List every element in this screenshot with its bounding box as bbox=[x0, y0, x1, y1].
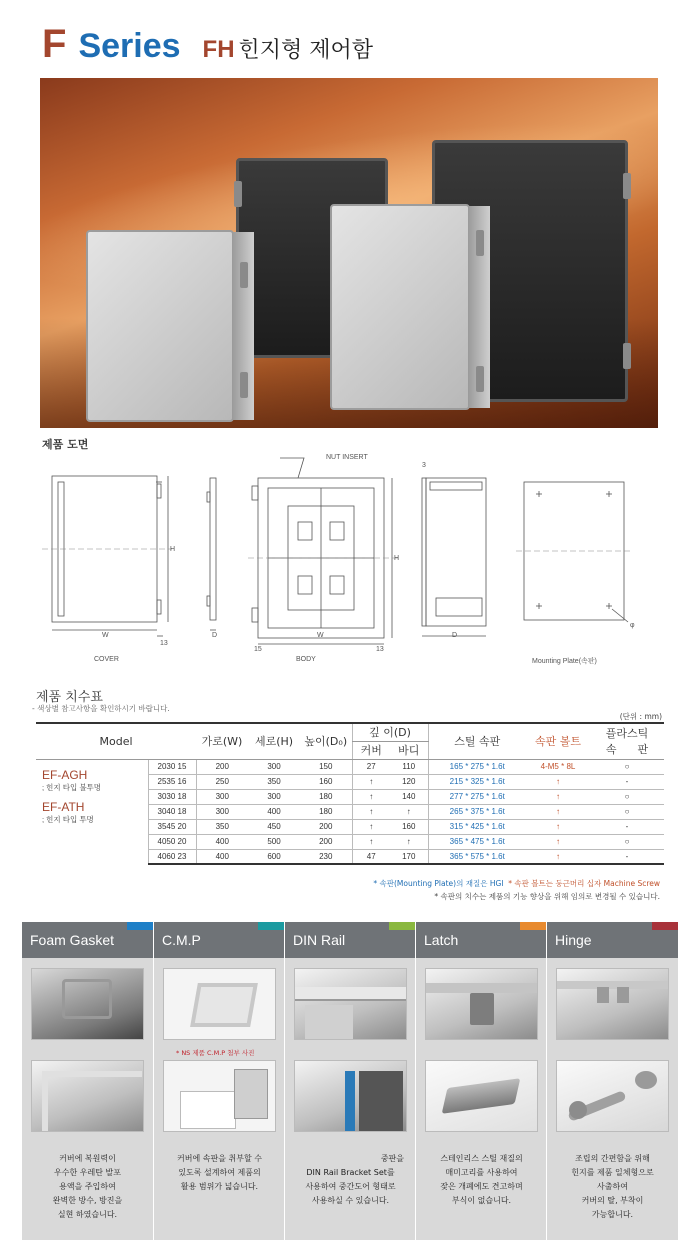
model-group-code: EF-AGH bbox=[42, 767, 88, 782]
product-photo bbox=[40, 78, 658, 428]
body-3-label: 3 bbox=[422, 462, 426, 469]
cell-plastic: ○ bbox=[590, 804, 664, 819]
feature-text-line: 중판을 bbox=[380, 1154, 404, 1163]
cell-plastic: ○ bbox=[590, 789, 664, 804]
latch-photo-2 bbox=[425, 1060, 538, 1132]
hinge-icon bbox=[476, 366, 484, 392]
feature-text-line: 부식이 없습니다. bbox=[451, 1196, 512, 1205]
cover-13-label: 13 bbox=[160, 640, 168, 647]
cell-height: 300 bbox=[248, 789, 300, 804]
cover-h-label: H bbox=[170, 546, 176, 553]
cell-height-d0: 200 bbox=[300, 834, 352, 849]
cover-w-label: W bbox=[102, 632, 109, 639]
body-label: BODY bbox=[296, 656, 316, 663]
feature-name: C.M.P bbox=[162, 932, 201, 948]
col-plastic-plate-line1: 플라스틱 bbox=[605, 727, 649, 741]
nut-insert-label: NUT INSERT bbox=[326, 454, 368, 461]
model-group-code: EF-ATH bbox=[42, 799, 85, 814]
foam-gasket-photo-2 bbox=[31, 1060, 144, 1132]
enclosure-grey-center bbox=[330, 204, 470, 410]
feature-text-line: 매미고리를 사용하여 bbox=[445, 1168, 518, 1177]
table-footnote-1 bbox=[373, 878, 660, 889]
cell-height: 300 bbox=[248, 759, 300, 774]
cell-model: 2030 15 bbox=[148, 759, 196, 774]
cell-height-d0: 200 bbox=[300, 819, 352, 834]
col-plastic-plate bbox=[590, 723, 664, 759]
col-width: 가로(W) bbox=[196, 723, 248, 759]
model-group-cell bbox=[36, 759, 148, 864]
cover-side-outline bbox=[210, 478, 216, 620]
hinge-icon bbox=[240, 262, 248, 288]
size-table bbox=[36, 722, 664, 865]
col-height: 세로(H) bbox=[248, 723, 300, 759]
cell-bolt: ↑ bbox=[526, 849, 590, 864]
cell-cover: 27 bbox=[352, 759, 390, 774]
feature-text-line: 조립의 간편함을 위해 bbox=[575, 1154, 650, 1163]
body-15-label: 15 bbox=[254, 646, 262, 653]
unit-label: (단위 : mm) bbox=[619, 712, 662, 721]
cell-steel: 315 * 425 * 1.6t bbox=[428, 819, 526, 834]
feature-text-line: 사용하여 중간도어 형태로 bbox=[305, 1182, 396, 1191]
din-rail-photo-1 bbox=[294, 968, 407, 1040]
model-group-desc: ; 힌지 타입 불투명 bbox=[42, 782, 102, 792]
table-footnote-2: * 속판의 치수는 제품의 기능 향상을 위해 임의로 변경될 수 있습니다. bbox=[434, 892, 660, 901]
model-group-desc: ; 힌지 타입 투명 bbox=[42, 814, 94, 824]
col-model: Model bbox=[36, 723, 196, 759]
feature-din-rail bbox=[284, 922, 415, 1240]
cell-width: 350 bbox=[196, 819, 248, 834]
cell-steel: 277 * 275 * 1.6t bbox=[428, 789, 526, 804]
hinge-icon bbox=[476, 230, 484, 256]
feature-color-tag bbox=[520, 922, 546, 930]
hinge-icon bbox=[234, 181, 242, 207]
hinge-icon bbox=[623, 343, 631, 369]
size-table-title: 제품 치수표 bbox=[36, 690, 103, 705]
cell-steel: 265 * 375 * 1.6t bbox=[428, 804, 526, 819]
feature-text-line: 스테인리스 스틸 재질의 bbox=[440, 1154, 523, 1163]
cover-d-label: D bbox=[212, 632, 218, 639]
drawing-section-title: 제품 도면 bbox=[42, 438, 89, 451]
cell-steel: 165 * 275 * 1.6t bbox=[428, 759, 526, 774]
technical-drawings bbox=[36, 452, 666, 667]
body-h-label: H bbox=[394, 555, 400, 562]
size-table-note: - 색상별 참고사항을 확인하시기 바랍니다. bbox=[32, 704, 170, 713]
feature-cmp bbox=[153, 922, 284, 1240]
feature-description bbox=[160, 1152, 279, 1194]
feature-text-line: 사용하실 수 있습니다. bbox=[311, 1196, 390, 1205]
product-title: 힌지형 제어함 bbox=[238, 38, 374, 63]
col-steel-plate: 스틸 속판 bbox=[428, 723, 526, 759]
cell-cover: 47 bbox=[352, 849, 390, 864]
cell-width: 250 bbox=[196, 774, 248, 789]
latch-photo-1 bbox=[425, 968, 538, 1040]
body-d-label: D bbox=[452, 632, 458, 639]
cell-model: 4060 23 bbox=[148, 849, 196, 864]
cell-height: 450 bbox=[248, 819, 300, 834]
cmp-photo-1 bbox=[163, 968, 276, 1040]
cell-bolt: ↑ bbox=[526, 789, 590, 804]
cell-cover: ↑ bbox=[352, 774, 390, 789]
table-row bbox=[36, 759, 664, 774]
cell-height: 600 bbox=[248, 849, 300, 864]
col-plastic-plate-line2: 속 판 bbox=[605, 743, 649, 757]
feature-text-line: DIN Rail Bracket Set를 bbox=[306, 1168, 395, 1177]
feature-text-line: 있도록 설계하여 제품의 bbox=[178, 1168, 261, 1177]
footnote-bolt: * 속판 볼트는 둥근머리 십자 Machine Screw bbox=[508, 879, 660, 888]
cell-steel: 215 * 325 * 1.6t bbox=[428, 774, 526, 789]
feature-name: Hinge bbox=[555, 932, 592, 948]
cell-height: 350 bbox=[248, 774, 300, 789]
cmp-photo-note: * NS 제품 C.M.P 첨부 사진 bbox=[176, 1049, 255, 1057]
cell-bolt: ↑ bbox=[526, 774, 590, 789]
cell-bolt: ↑ bbox=[526, 834, 590, 849]
cover-label: COVER bbox=[94, 656, 119, 663]
cell-width: 400 bbox=[196, 834, 248, 849]
cell-height: 500 bbox=[248, 834, 300, 849]
cell-model: 3545 20 bbox=[148, 819, 196, 834]
feature-header bbox=[154, 922, 284, 958]
feature-text-line: 완벽한 방수, 방진을 bbox=[52, 1196, 123, 1205]
feature-text-line: 힌지를 제품 일체형으로 bbox=[571, 1168, 654, 1177]
cell-height-d0: 160 bbox=[300, 774, 352, 789]
col-depth: 깊 이(D) bbox=[352, 723, 428, 741]
feature-name: DIN Rail bbox=[293, 932, 346, 948]
feature-description bbox=[291, 1152, 410, 1208]
feature-name: Foam Gasket bbox=[30, 932, 115, 948]
cell-width: 200 bbox=[196, 759, 248, 774]
feature-header bbox=[547, 922, 678, 958]
feature-color-tag bbox=[127, 922, 153, 930]
cell-model: 3030 18 bbox=[148, 789, 196, 804]
cell-bolt: 4-M5 * 8L bbox=[526, 759, 590, 774]
body-w-label: W bbox=[317, 632, 324, 639]
cell-height-d0: 150 bbox=[300, 759, 352, 774]
page-header bbox=[42, 22, 373, 68]
cell-height-d0: 230 bbox=[300, 849, 352, 864]
cell-cover: ↑ bbox=[352, 804, 390, 819]
cell-body: 140 bbox=[390, 789, 428, 804]
cover-hinge-bottom bbox=[157, 600, 161, 614]
feature-color-tag bbox=[652, 922, 678, 930]
enclosure-grey-left bbox=[86, 230, 234, 422]
cell-cover: ↑ bbox=[352, 819, 390, 834]
feature-panels bbox=[22, 922, 678, 1240]
col-height-d0: 높이(D₀) bbox=[300, 723, 352, 759]
product-code: FH bbox=[202, 36, 235, 63]
phi-label: φ bbox=[630, 622, 635, 629]
hinge-photo-2 bbox=[556, 1060, 669, 1132]
feature-text-line: 실현 하였습니다. bbox=[57, 1210, 118, 1219]
cell-steel: 365 * 475 * 1.6t bbox=[428, 834, 526, 849]
feature-name: Latch bbox=[424, 932, 459, 948]
cover-hinge-top bbox=[157, 484, 161, 498]
feature-text-line: 우수한 우레탄 발포 bbox=[54, 1168, 121, 1177]
cell-plastic: - bbox=[590, 849, 664, 864]
cell-width: 400 bbox=[196, 849, 248, 864]
cell-model: 3040 18 bbox=[148, 804, 196, 819]
nut-insert-leader bbox=[280, 458, 304, 478]
cell-bolt: ↑ bbox=[526, 804, 590, 819]
cell-plastic: - bbox=[590, 774, 664, 789]
drawings-svg bbox=[36, 452, 666, 667]
feature-description bbox=[28, 1152, 147, 1222]
col-depth-body: 바디 bbox=[390, 741, 428, 759]
cell-height-d0: 180 bbox=[300, 804, 352, 819]
cell-plastic: - bbox=[590, 819, 664, 834]
cell-body: 160 bbox=[390, 819, 428, 834]
hinge-photo-1 bbox=[556, 968, 669, 1040]
series-label: Series bbox=[78, 27, 181, 65]
feature-text-line: 커버의 탈, 부착이 bbox=[581, 1196, 644, 1205]
feature-latch bbox=[415, 922, 546, 1240]
cell-height: 400 bbox=[248, 804, 300, 819]
feature-color-tag bbox=[389, 922, 415, 930]
feature-text-line: 커버에 복원력이 bbox=[59, 1154, 116, 1163]
cell-height-d0: 180 bbox=[300, 789, 352, 804]
col-depth-cover: 커버 bbox=[352, 741, 390, 759]
feature-foam-gasket bbox=[22, 922, 153, 1240]
feature-description bbox=[422, 1152, 541, 1208]
cell-model: 2535 16 bbox=[148, 774, 196, 789]
series-letter: F bbox=[42, 22, 67, 66]
col-plate-bolt: 속판 볼트 bbox=[526, 723, 590, 759]
cell-width: 300 bbox=[196, 804, 248, 819]
hinge-icon bbox=[240, 372, 248, 398]
cmp-photo-2 bbox=[163, 1060, 276, 1132]
feature-text-line: 가능합니다. bbox=[591, 1210, 634, 1219]
cell-plastic: ○ bbox=[590, 759, 664, 774]
footnote-material: * 속판(Mounting Plate)의 재질은 HGI bbox=[373, 879, 504, 888]
cell-body: 170 bbox=[390, 849, 428, 864]
din-rail-photo-2 bbox=[294, 1060, 407, 1132]
cell-plastic: ○ bbox=[590, 834, 664, 849]
feature-text-line: 잦은 개폐에도 견고하며 bbox=[440, 1182, 523, 1191]
body-side-outline bbox=[426, 478, 486, 626]
hinge-icon bbox=[623, 173, 631, 199]
cell-body: ↑ bbox=[390, 804, 428, 819]
cell-model: 4050 20 bbox=[148, 834, 196, 849]
cell-body: 110 bbox=[390, 759, 428, 774]
feature-color-tag bbox=[258, 922, 284, 930]
foam-gasket-photo-1 bbox=[31, 968, 144, 1040]
feature-text-line: 사출하여 bbox=[597, 1182, 628, 1191]
mounting-plate-label: Mounting Plate(속판) bbox=[532, 658, 597, 665]
cell-width: 300 bbox=[196, 789, 248, 804]
cell-cover: ↑ bbox=[352, 834, 390, 849]
feature-text-line: 활용 범위가 넓습니다. bbox=[180, 1182, 259, 1191]
cell-bolt: ↑ bbox=[526, 819, 590, 834]
feature-hinge bbox=[546, 922, 678, 1240]
feature-text-line: 용액을 주입하여 bbox=[59, 1182, 116, 1191]
cell-body: ↑ bbox=[390, 834, 428, 849]
feature-header bbox=[285, 922, 415, 958]
body-13-label: 13 bbox=[376, 646, 384, 653]
cell-cover: ↑ bbox=[352, 789, 390, 804]
cell-steel: 365 * 575 * 1.6t bbox=[428, 849, 526, 864]
feature-header bbox=[416, 922, 546, 958]
cell-body: 120 bbox=[390, 774, 428, 789]
feature-text-line: 커버에 속판을 취부할 수 bbox=[177, 1154, 262, 1163]
feature-description bbox=[553, 1152, 672, 1222]
feature-header bbox=[22, 922, 153, 958]
